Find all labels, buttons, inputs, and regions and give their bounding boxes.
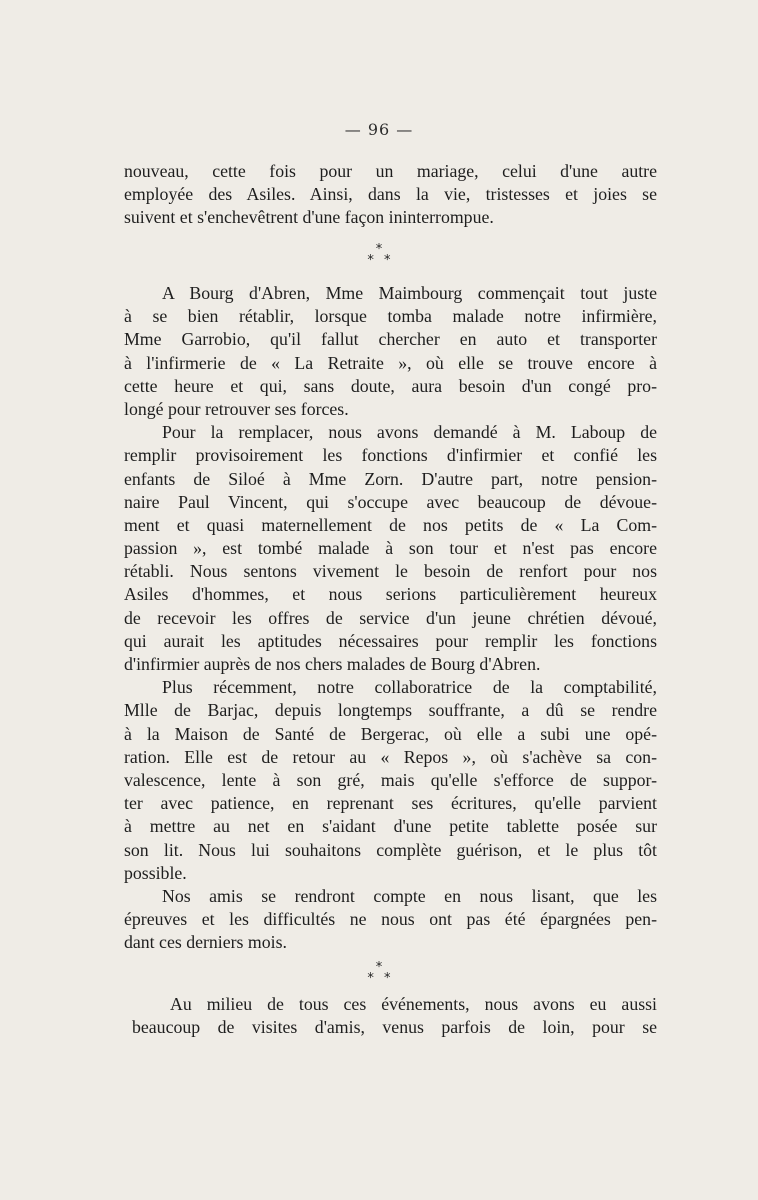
text-line: remplir provisoirement les fonctions d'infirmier et confié les	[124, 445, 657, 466]
text-line: naire Paul Vincent, qui s'occupe avec beaucoup de dévoue-	[124, 491, 657, 512]
text-line: cette heure et qui, sans doute, aura besoin d'un congé pro-	[124, 375, 657, 396]
section-separator	[0, 962, 758, 984]
text-line: possible.	[124, 862, 187, 883]
separator-top: *	[375, 960, 383, 975]
text-line: Au milieu de tous ces événements, nous avons eu aussi	[170, 994, 657, 1014]
text-line: employée des Asiles. Ainsi, dans la vie, tristesses et joies se	[124, 184, 657, 205]
text-line: ter avec patience, en reprenant ses écritures, qu'elle parvient	[124, 793, 657, 814]
text-line: suivent et s'enchevêtrent d'une façon ininterrompue.	[124, 207, 494, 228]
text-line: A Bourg d'Abren, Mme Maimbourg commençait tout juste	[162, 283, 657, 303]
text-line: rétabli. Nous sentons vivement le besoin de renfort pour nos	[124, 561, 657, 582]
section-separator	[0, 244, 758, 266]
text-line: valescence, lente à son gré, mais qu'elle s'efforce de suppor-	[124, 769, 657, 790]
text-line: longé pour retrouver ses forces.	[124, 398, 349, 419]
text-line: ment et quasi maternellement de nos petits de « La Com-	[124, 514, 657, 535]
text-line: Mme Garrobio, qu'il fallut chercher en auto et transporter	[124, 329, 657, 350]
text-line: de recevoir les offres de service d'un jeune chrétien dévoué,	[124, 607, 657, 628]
text-line: Mlle de Barjac, depuis longtemps souffrante, a dû se rendre	[124, 700, 657, 721]
separator-top: *	[375, 242, 383, 257]
text-line: son lit. Nous lui souhaitons complète guérison, et le plus tôt	[124, 839, 657, 860]
text-line: Nos amis se rendront compte en nous lisant, que les	[162, 885, 657, 906]
text-line: à mettre au net en s'aidant d'une petite tablette posée sur	[124, 816, 657, 837]
paragraph-1	[124, 160, 657, 230]
text-line: à la Maison de Santé de Bergerac, où elle a subi une opé-	[124, 723, 657, 744]
text-line: passion », est tombé malade à son tour et n'est pas encore	[124, 538, 657, 559]
text-line: ration. Elle est de retour au « Repos », où s'achève sa con-	[124, 746, 657, 767]
text-line: qui aurait les aptitudes nécessaires pour remplir les fonctions	[124, 630, 657, 651]
text-line: d'infirmier auprès de nos chers malades de Bourg d'Abren.	[124, 654, 541, 674]
page-number: — 96 —	[344, 120, 414, 139]
text-line: enfants de Siloé à Mme Zorn. D'autre part, notre pension-	[124, 468, 657, 489]
text-line: épreuves et les difficultés ne nous ont pas été épargnées pen-	[124, 909, 657, 930]
text-line: nouveau, cette fois pour un mariage, celui d'une autre	[124, 161, 657, 181]
text-line: Plus récemment, notre collaboratrice de la comptabilité,	[162, 677, 657, 698]
text-line: Asiles d'hommes, et nous serions particulièrement heureux	[124, 584, 657, 605]
text-line: à se bien rétablir, lorsque tomba malade notre infirmière,	[124, 306, 657, 327]
paragraph-2	[124, 282, 657, 954]
text-line: Pour la remplacer, nous avons demandé à M. Laboup de	[162, 422, 657, 443]
separator-bottom: * *	[367, 253, 394, 268]
text-line: dant ces derniers mois.	[124, 932, 287, 953]
text-line: beaucoup de visites d'amis, venus parfois de loin, pour se	[132, 1017, 657, 1038]
paragraph-6	[132, 993, 657, 1039]
separator-bottom: * *	[367, 971, 394, 986]
text-line: à l'infirmerie de « La Retraite », où elle se trouve encore à	[124, 352, 657, 373]
